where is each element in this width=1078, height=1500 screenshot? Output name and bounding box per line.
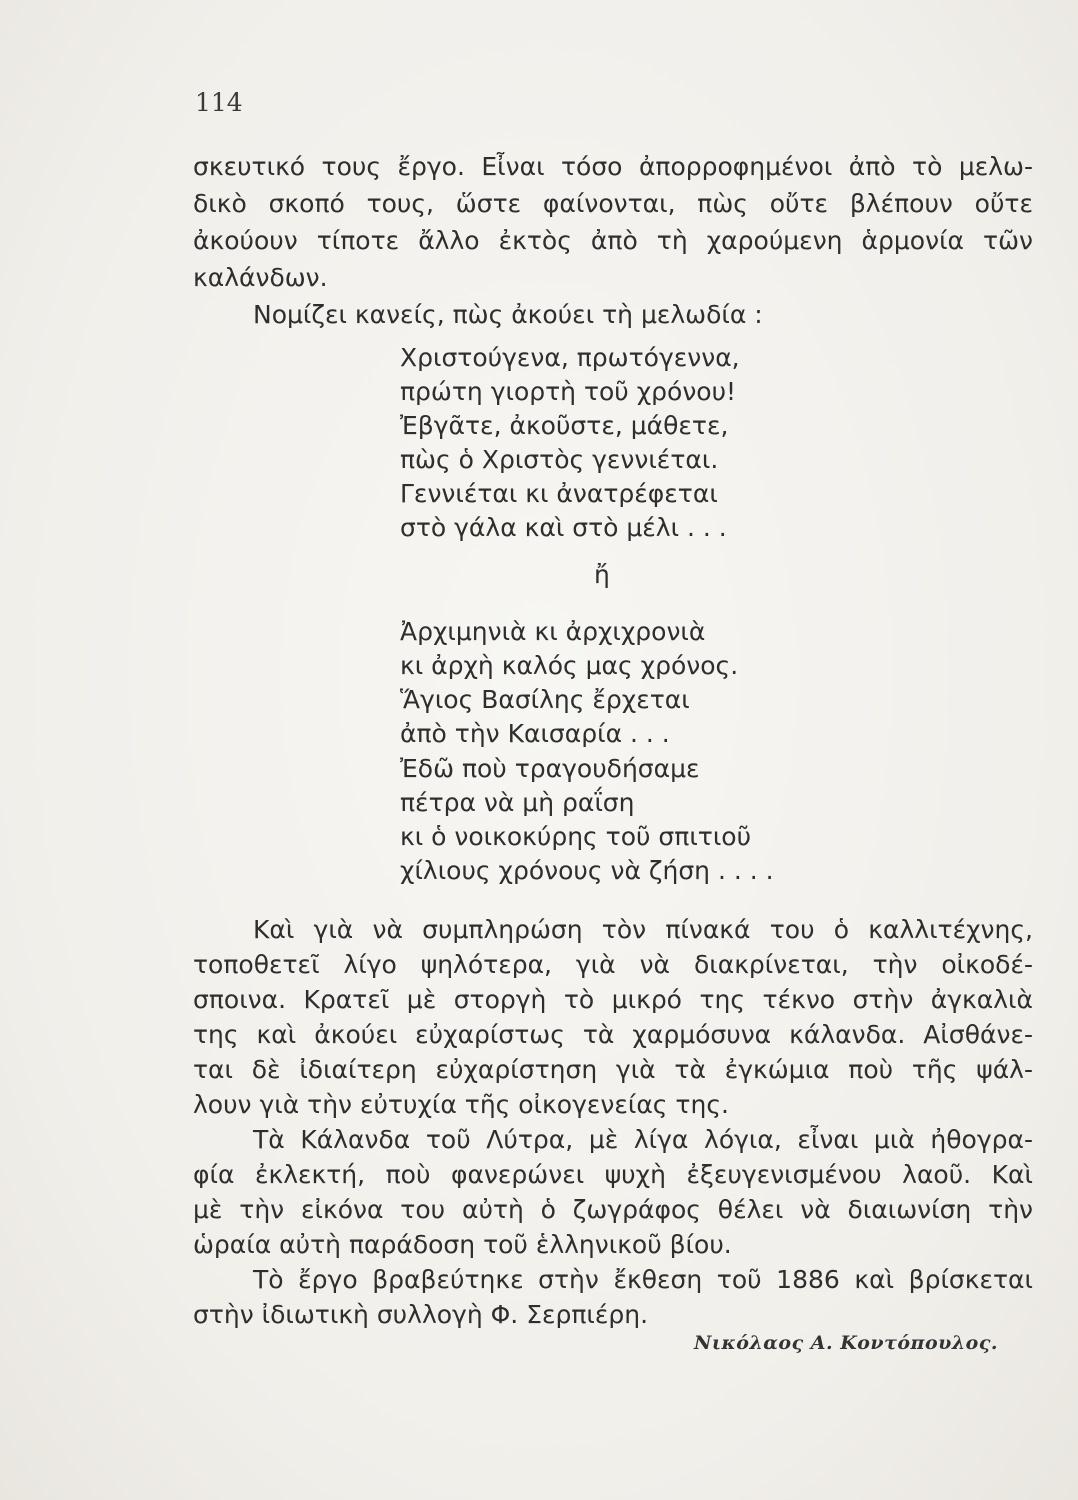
poem-line: ἀπὸ τὴν Καισαρία . . . — [400, 719, 670, 748]
poem-line: κι ὁ νοικοκύρης τοῦ σπιτιοῦ — [400, 822, 752, 851]
text-line: λουν γιὰ τὴν εὐτυχία τῆς οἰκογενείας της. — [193, 1090, 729, 1119]
poem-line: Ἐδῶ ποὺ τραγουδήσαμε — [400, 754, 700, 783]
text-line: ἀκούουν τίποτε ἄλλο ἐκτὸς ἀπὸ τὴ χαρούμενη ἁρμονία τῶν — [193, 226, 1033, 255]
text-line: στὴν ἰδιωτικὴ συλλογὴ Φ. Σερπιέρη. — [193, 1300, 649, 1329]
poem-stanza-2 — [400, 615, 820, 751]
text-line: Τὸ ἔργο βραβεύτηκε στὴν ἔκθεση τοῦ 1886 καὶ βρίσκεται — [253, 1265, 1033, 1294]
poem-line: Χριστούγενα, πρωτόγεννα, — [400, 343, 740, 372]
poem-line: πὼς ὁ Χριστὸς γεννιέται. — [400, 445, 719, 474]
author-signature: Νικόλαος Α. Κοντόπουλος. — [693, 1332, 998, 1354]
paragraph-body — [193, 912, 1033, 1332]
poem-line: Γεννιέται κι ἀνατρέφεται — [400, 479, 718, 508]
page-number: 114 — [195, 88, 243, 117]
text-line: φία ἐκλεκτή, ποὺ φανερώνει ψυχὴ ἐξευγενισμένου λαοῦ. Καὶ — [193, 1160, 1033, 1189]
text-line: Τὰ Κάλανδα τοῦ Λύτρα, μὲ λίγα λόγια, εἶναι μιὰ ἠθογρα- — [253, 1125, 1033, 1154]
poem-stanza-3 — [400, 752, 820, 888]
poem-stanza-1 — [400, 341, 820, 545]
text-line: καλάνδων. — [193, 263, 328, 292]
text-line: μὲ τὴν εἰκόνα του αὐτὴ ὁ ζωγράφος θέλει νὰ διαιωνίση τὴν — [193, 1195, 1033, 1224]
text-line: Καὶ γιὰ νὰ συμπληρώση τὸν πίνακά του ὁ καλλιτέχνης, — [253, 915, 1033, 944]
paragraph-intro — [193, 148, 1033, 333]
text-line: της καὶ ἀκούει εὐχαρίστως τὰ χαρμόσυνα κάλανδα. Αἰσθάνε- — [193, 1020, 1033, 1049]
text-line: δικὸ σκοπό τους, ὥστε φαίνονται, πὼς οὔτε βλέπουν οὔτε — [193, 189, 1033, 218]
poem-line: Ἐβγᾶτε, ἀκοῦστε, μάθετε, — [400, 411, 729, 440]
text-line: σποινα. Κρατεῖ μὲ στοργὴ τὸ μικρό της τέκνο στὴν ἀγκαλιὰ — [193, 985, 1033, 1014]
poem-line: πέτρα νὰ μὴ ραΐση — [400, 788, 635, 817]
text-line: τοποθετεῖ λίγο ψηλότερα, γιὰ νὰ διακρίνεται, τὴν οἰκοδέ- — [193, 950, 1033, 979]
text-line: σκευτικό τους ἔργο. Εἶναι τόσο ἀπορροφημένοι ἀπὸ τὸ μελω- — [193, 152, 1033, 181]
poem-line: κι ἀρχὴ καλός μας χρόνος. — [400, 651, 739, 680]
text-line: Νομίζει κανείς, πὼς ἀκούει τὴ μελωδία : — [253, 300, 763, 329]
poem-line: Ἀρχιμηνιὰ κι ἀρχιχρονιὰ — [400, 617, 706, 646]
poem-connector: ἤ — [594, 560, 610, 589]
poem-line: στὸ γάλα καὶ στὸ μέλι . . . — [400, 513, 727, 542]
text-line: ται δὲ ἰδιαίτερη εὐχαρίστηση γιὰ τὰ ἐγκώμια ποὺ τῆς ψάλ- — [193, 1055, 1033, 1084]
text-line: ὡραία αὐτὴ παράδοση τοῦ ἑλληνικοῦ βίου. — [193, 1230, 732, 1259]
poem-line: χίλιους χρόνους νὰ ζήση . . . . — [400, 856, 774, 885]
poem-line: πρώτη γιορτὴ τοῦ χρόνου! — [400, 377, 737, 406]
poem-line: Ἅγιος Βασίλης ἔρχεται — [400, 685, 690, 714]
